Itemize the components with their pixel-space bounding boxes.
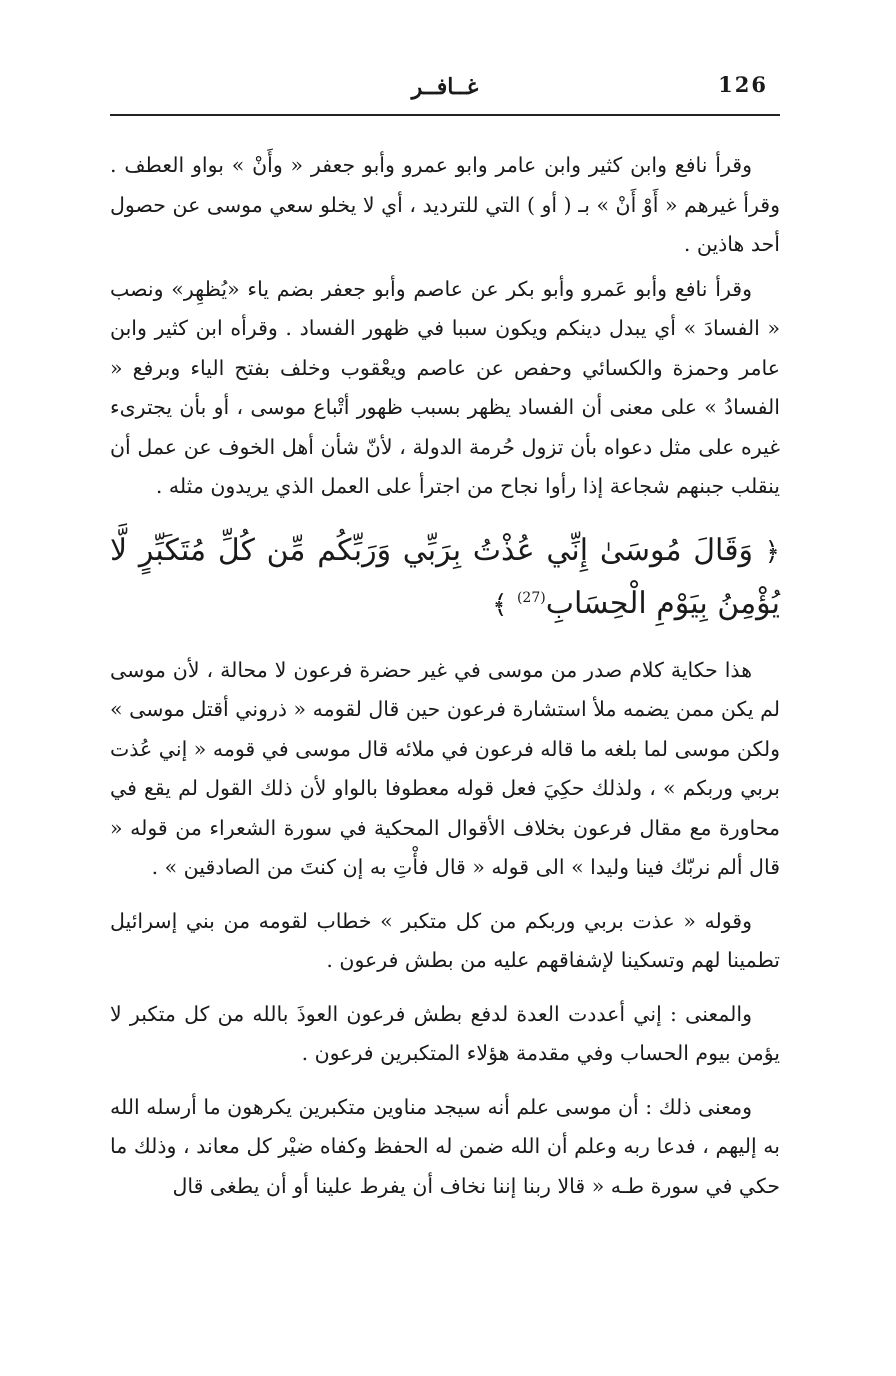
- verse-close-ornament: ﴾: [492, 589, 508, 620]
- paragraph-commentary-4: ومعنى ذلك : أن موسى علم أنه سيجد مناوين متكبرين يكرهون ما أرسله الله به إليهم ، فدعا ربه وعلم أن الله ضمن له الحفظ وكفاه ضيْر كل معاند ، وذلك ما حكي في سورة طـه « قالا ربنا إننا نخاف أن يفرط علينا أو أن يطغى قال: [110, 1094, 780, 1198]
- paragraph-commentary-3: والمعنى : إني أعددت العدة لدفع بطش فرعون العوذَ بالله من كل متكبر لا يؤمن بيوم الحساب وفي مقدمة هؤلاء المتكبرين فرعون .: [110, 1001, 780, 1065]
- verse-number: (27): [516, 589, 546, 606]
- quran-verse: [110, 525, 780, 631]
- verse-text: وَقَالَ مُوسَىٰ إِنِّي عُذْتُ بِرَبِّي وَرَبِّكُم مِّن كُلِّ مُتَكَبِّرٍ لَّا يُؤْمِنُ بِيَوْمِ الْحِسَابِ: [110, 532, 780, 621]
- page-header: [110, 70, 780, 116]
- paragraph-commentary-2: وقوله « عذت بربي وربكم من كل متكبر » خطاب لقومه من بني إسرائيل تطمينا لهم وتسكينا لإشفاقهم عليه من بطش فرعون .: [110, 908, 780, 972]
- page-body: [110, 146, 780, 1206]
- running-title: غــافــر: [411, 74, 479, 100]
- book-page: [110, 0, 780, 1376]
- paragraph-readings-2: وقرأ نافع وأبو عَمرو وأبو بكر عن عاصم وأبو جعفر بضم ياء «يُظهِر» ونصب « الفسادَ » أي يبدل دينكم ويكون سببا في ظهور الفساد . وقرأه ابن كثير وابن عامر وحمزة والكسائي وحفص عن عاصم ويعْقوب وخلف بفتح الياء وبرفع « الفسادُ » على معنى أن الفساد يظهر بسبب ظهور أتْباع موسى ، أو بأن يجترىء غيره على مثل دعواه بأن تزول حُرمة الدولة ، لأنّ شأن أهل الخوف عن عمل أن ينقلب جبنهم شجاعة إذا رأوا نجاح من اجترأ على العمل الذي يريدون مثله .: [110, 276, 780, 498]
- verse-open-ornament: ﴿: [764, 536, 780, 567]
- paragraph-readings-1: وقرأ نافع وابن كثير وابن عامر وابو عمرو وأبو جعفر « وأَنْ » بواو العطف . وقرأ غيرهم « أَوْ أَنْ » بـ ( أو ) التي للترديد ، أي لا يخلو سعي موسى عن حصول أحد هاذين .: [110, 153, 780, 256]
- page-number: 126: [718, 72, 768, 97]
- paragraph-commentary-1: هذا حكاية كلام صدر من موسى في غير حضرة فرعون لا محالة ، لأن موسى لم يكن ممن يضمه ملأ استشارة فرعون حين قال لقومه « ذروني أقتل موسى » ولكن موسى لما بلغه ما قاله فرعون في ملائه قال موسى في قومه « إني عُذت بربي وربكم » ، ولذلك حكِيَ فعل قوله معطوفا بالواو لأن ذلك القول لم يقع في محاورة مع مقال فرعون بخلاف الأقوال المحكية في سورة الشعراء من قوله « قال ألم نربّك فينا وليدا » الى قوله « قال فأْتِ به إن كنتَ من الصادقين » .: [109, 657, 780, 879]
